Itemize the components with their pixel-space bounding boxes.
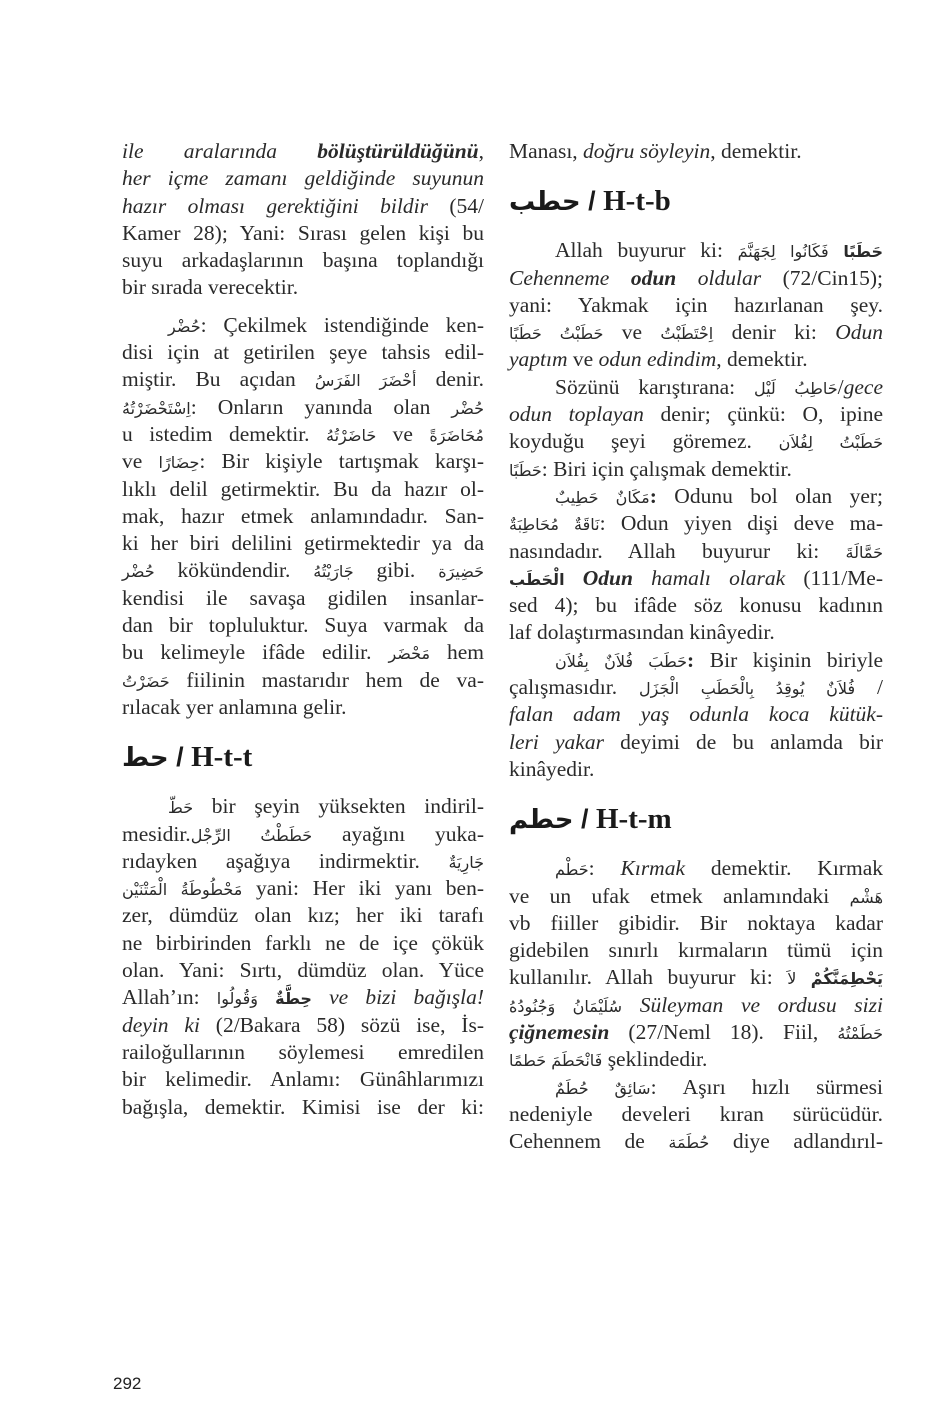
arabic-term: فُلاَنٌ يُوقِدُ بِالْحَطَبِ الْجَزَل bbox=[639, 679, 856, 699]
arabic-term: مَكَانٌ حَطِيبٌ bbox=[555, 487, 650, 507]
text-line bbox=[509, 992, 883, 1019]
root-separator: / bbox=[573, 804, 596, 835]
arabic-term: حَطَبْتُ حَطَبًا bbox=[509, 324, 604, 344]
text-run: laf dolaştırmasından kinâyedir. bbox=[509, 620, 775, 645]
arabic-term: حَضِيرَة bbox=[438, 562, 484, 582]
text-line bbox=[509, 964, 883, 991]
text-line bbox=[122, 138, 484, 165]
text-run bbox=[622, 993, 640, 1017]
arabic-term: حَطّ bbox=[168, 798, 194, 818]
arabic-term: اِسْتَحْضَرْتُهُ bbox=[122, 398, 191, 418]
arabic-term: سُلَيْمَانُ وَجُنُودُهُ bbox=[509, 996, 623, 1016]
text-run: , bbox=[478, 139, 484, 163]
arabic-term: حَطَطْتُ الرِّجْل bbox=[190, 825, 313, 845]
text-run: : Çekilmek istendiğinde ken- bbox=[200, 312, 484, 337]
text-line bbox=[509, 237, 883, 264]
text-run: ve bbox=[567, 347, 599, 372]
text-line bbox=[122, 612, 484, 639]
text-line bbox=[122, 694, 484, 721]
text-line bbox=[122, 1066, 484, 1093]
text-line bbox=[122, 274, 484, 301]
text-run: (111/Me- bbox=[785, 565, 884, 590]
left-column bbox=[122, 138, 484, 1121]
arabic-term: مَحْطُوطَةُ الْمَتْنَيْن bbox=[122, 880, 243, 900]
text-line bbox=[509, 1074, 883, 1101]
bold-italic-run: çiğnemesin bbox=[509, 1020, 610, 1045]
text-run bbox=[565, 566, 583, 590]
text-run: yani: Her iki yanı ben- bbox=[242, 876, 484, 901]
text-line bbox=[122, 312, 484, 339]
italic-run: ile aralarında bbox=[122, 139, 318, 163]
arabic-term: وَقُولُوا bbox=[216, 989, 258, 1009]
text-run: : bbox=[588, 856, 621, 881]
text-run: Odunu bol olan yer; bbox=[656, 483, 883, 508]
italic-run: her içme zamanı geldiğinde suyunun bbox=[122, 166, 484, 191]
arabic-term: حِضَارًا bbox=[158, 453, 200, 473]
text-line bbox=[509, 883, 883, 910]
text-run: ayağını yuka- bbox=[312, 821, 484, 846]
bold-run: : bbox=[649, 483, 657, 508]
root-transliteration: H-t-b bbox=[603, 185, 671, 218]
text-line bbox=[122, 957, 484, 984]
arabic-term-bold: حَطَبًا bbox=[843, 242, 883, 262]
text-line bbox=[509, 565, 883, 592]
arabic-term: حَطْم bbox=[555, 860, 589, 880]
text-line bbox=[509, 937, 883, 964]
arabic-term: مُحَاضَرَةً bbox=[429, 425, 484, 445]
text-line bbox=[122, 220, 484, 247]
text-run: (54/ bbox=[427, 193, 484, 218]
italic-run: deyin ki bbox=[122, 1012, 200, 1037]
paragraph-gap bbox=[122, 302, 484, 312]
arabic-term-bold: يَحْطِمَنَّكُمْ bbox=[810, 969, 884, 989]
text-run: ki her biri delilini getirmektedir ya da bbox=[122, 531, 484, 556]
text-line bbox=[509, 138, 883, 165]
text-run: : Aşırı hızlı sürmesi bbox=[650, 1074, 883, 1099]
bold-run: : bbox=[687, 647, 695, 672]
text-run: , demektir. bbox=[710, 139, 802, 163]
text-run: sed 4); bu ifâde söz konusu kadının bbox=[509, 593, 883, 618]
text-run bbox=[829, 238, 844, 262]
italic-run: odun edindim bbox=[598, 347, 717, 372]
root-heading bbox=[509, 165, 883, 237]
arabic-term-bold: الْحَطَب bbox=[509, 569, 565, 589]
text-run: denir ki: bbox=[713, 320, 836, 345]
text-run: u istedim demektir. bbox=[122, 421, 326, 446]
text-run: : Biri için çalışmak demektir. bbox=[541, 456, 792, 481]
root-heading bbox=[509, 783, 883, 855]
text-line bbox=[122, 1039, 484, 1066]
text-run: , demektir. bbox=[716, 347, 808, 372]
arabic-term: جَارَيْتُهُ bbox=[313, 562, 354, 582]
text-run: yani: Yakmak için hazırlanan şey. bbox=[509, 292, 883, 317]
italic-run: Odun bbox=[835, 320, 884, 345]
text-run: şeklindedir. bbox=[602, 1047, 708, 1072]
text-line bbox=[122, 503, 484, 530]
text-line bbox=[122, 165, 484, 192]
root-transliteration: H-t-t bbox=[191, 741, 253, 774]
text-run: hem bbox=[430, 640, 484, 665]
bold-italic-run: Odun bbox=[582, 565, 633, 590]
text-run: gidebilen sınırlı kırmaların tümü için bbox=[509, 938, 883, 963]
text-line bbox=[509, 855, 883, 882]
italic-run: hamalı olarak bbox=[632, 565, 786, 590]
arabic-term: حَمَّالَةَ bbox=[845, 542, 883, 562]
text-line bbox=[122, 366, 484, 393]
text-run: dan bir topluluktur. Suya varmak da bbox=[122, 613, 484, 638]
italic-run: doğru söyleyin bbox=[583, 139, 711, 163]
text-line bbox=[509, 910, 883, 937]
root-heading bbox=[122, 721, 484, 793]
text-run: kendisi ile savaşa gidilen insanlar- bbox=[122, 585, 484, 610]
text-line bbox=[509, 510, 883, 537]
text-run: rıdayken aşağıya indirmektir. bbox=[122, 848, 449, 873]
italic-run: Kırmak bbox=[620, 856, 685, 881]
text-line bbox=[509, 319, 883, 346]
text-line bbox=[122, 848, 484, 875]
text-line bbox=[509, 538, 883, 565]
text-line bbox=[122, 448, 484, 475]
italic-run: Süleyman ve ordusu sizi bbox=[639, 992, 883, 1017]
text-line bbox=[509, 729, 883, 756]
text-run: / bbox=[837, 374, 844, 399]
root-arabic: حطم bbox=[509, 805, 574, 836]
arabic-term: حَطَمْتُهُ bbox=[837, 1024, 883, 1044]
text-run: ve bbox=[122, 449, 159, 474]
text-line bbox=[509, 401, 883, 428]
text-line bbox=[122, 339, 484, 366]
text-line bbox=[122, 1094, 484, 1121]
arabic-term: حُطَمَة bbox=[668, 1133, 710, 1153]
text-run: suyu arkadaşlarının başına toplandığı bbox=[122, 248, 484, 273]
arabic-term: حَاطِبُ لَيْل bbox=[753, 378, 838, 398]
text-run: demektir. Kırmak bbox=[685, 856, 883, 881]
italic-run: ve bizi bağışla! bbox=[329, 985, 485, 1010]
text-line bbox=[122, 667, 484, 694]
text-line bbox=[122, 875, 484, 902]
arabic-term: اِحْتَطَبْتُ bbox=[660, 324, 714, 344]
arabic-term-bold: حِطَّةٌ bbox=[275, 989, 312, 1009]
root-arabic: حطب bbox=[509, 187, 581, 218]
text-run: bir sırada verecektir. bbox=[122, 275, 299, 300]
text-run: kökündendir. bbox=[154, 558, 314, 583]
text-run: olan. Yani: Sırtı, dümdüz olan. Yüce bbox=[122, 958, 484, 983]
text-run: mak, hazır etmek anlamındadır. San- bbox=[122, 503, 484, 528]
text-line bbox=[509, 1046, 883, 1073]
text-line bbox=[509, 1101, 883, 1128]
italic-run: oldular bbox=[676, 265, 762, 290]
text-run: denir. bbox=[416, 367, 484, 392]
arabic-term: حَاضَرْتُهُ bbox=[326, 425, 377, 445]
text-line bbox=[509, 1019, 883, 1046]
text-run: ve bbox=[603, 320, 661, 345]
italic-run: leri yakar bbox=[509, 729, 604, 754]
arabic-term: حَطَبَ فُلاَنٌ بِفُلاَن bbox=[555, 651, 688, 671]
text-line bbox=[122, 557, 484, 584]
text-line bbox=[122, 476, 484, 503]
italic-run: falan adam yaş odunla koca kütük- bbox=[509, 702, 883, 727]
text-line bbox=[509, 592, 883, 619]
text-run: bu kelimeyle ifâde edilir. bbox=[122, 640, 389, 665]
text-run: Manası, bbox=[509, 139, 584, 163]
text-run: çalışmasıdır. bbox=[509, 675, 640, 700]
text-run bbox=[796, 965, 810, 989]
text-line bbox=[122, 1012, 484, 1039]
text-run: bir şeyin yüksekten indiril- bbox=[193, 794, 484, 819]
italic-run: yaptım bbox=[509, 347, 568, 372]
text-run: rılacak yer anlamına gelir. bbox=[122, 694, 347, 719]
text-line bbox=[509, 647, 883, 674]
text-run: deyimi de bu anlamda bir bbox=[603, 729, 884, 754]
text-line bbox=[509, 265, 883, 292]
arabic-term: حَضَرْتُ bbox=[122, 671, 170, 691]
text-line bbox=[509, 619, 883, 646]
bold-italic-run: bölüştürüldüğünü bbox=[317, 139, 479, 163]
text-line bbox=[509, 428, 883, 455]
text-run bbox=[258, 985, 275, 1009]
arabic-term: حَطَبْتُ لِفُلاَن bbox=[778, 433, 883, 453]
text-run: zer, dümdüz olan kız; her iki tarafı bbox=[122, 903, 484, 928]
page-number: 292 bbox=[113, 1374, 142, 1393]
text-run: Allah’ın: bbox=[122, 985, 217, 1010]
text-line bbox=[509, 292, 883, 319]
text-line bbox=[122, 930, 484, 957]
arabic-term: هَشْم bbox=[849, 887, 883, 907]
italic-run: Cehenneme bbox=[509, 265, 631, 290]
text-line bbox=[122, 421, 484, 448]
root-separator: / bbox=[580, 186, 604, 217]
text-line bbox=[122, 821, 484, 848]
text-run: / bbox=[855, 675, 884, 700]
arabic-term: سَائِقٌ حُطَمٌ bbox=[555, 1078, 651, 1098]
text-run: (27/Neml 18). Fiil, bbox=[609, 1020, 838, 1045]
text-run: disi için at getirilen şeye tahsis edil- bbox=[122, 340, 484, 365]
italic-run: odun toplayan bbox=[509, 402, 644, 427]
text-run: bir kelimedir. Anlamı: Günâhlarımızı bbox=[122, 1067, 484, 1092]
text-run: ve un ufak etmek anlamındaki bbox=[509, 883, 850, 908]
text-run: (72/Cin15); bbox=[761, 265, 883, 290]
arabic-term: نَاقَةٌ مُحَاطِبَةٌ bbox=[509, 515, 600, 535]
right-column bbox=[509, 138, 883, 1156]
text-run: ve bbox=[376, 421, 430, 446]
arabic-term: مَحْضَر bbox=[388, 644, 431, 664]
text-line bbox=[122, 902, 484, 929]
text-run: koyduğu şeyi göremez. bbox=[509, 429, 779, 454]
text-line bbox=[122, 394, 484, 421]
arabic-term: لاَ bbox=[787, 969, 797, 989]
text-run: vb fiiller gibidir. Bir noktaya kadar bbox=[509, 910, 883, 935]
arabic-term: جَارِيَةٌ bbox=[448, 852, 484, 872]
arabic-term: فَانْحَطَمَ حَطمًا bbox=[509, 1051, 603, 1071]
text-run: : Odun yiyen dişi deve ma- bbox=[599, 511, 884, 536]
text-line bbox=[122, 585, 484, 612]
text-run bbox=[312, 985, 329, 1009]
text-line bbox=[509, 701, 883, 728]
text-line bbox=[122, 639, 484, 666]
text-line bbox=[509, 346, 883, 373]
text-run: diye adlandırıl- bbox=[709, 1129, 883, 1154]
bold-italic-run: odun bbox=[630, 265, 677, 290]
text-run: railoğullarının söylemesi emredilen bbox=[122, 1039, 484, 1064]
root-arabic: حط bbox=[122, 743, 169, 774]
text-line bbox=[509, 456, 883, 483]
root-separator: / bbox=[168, 742, 192, 773]
text-line bbox=[122, 984, 484, 1011]
text-run: kullanılır. Allah buyurur ki: bbox=[509, 965, 788, 990]
arabic-term: حُضْر bbox=[168, 316, 201, 336]
text-run: Sözünü karıştırana: bbox=[555, 374, 754, 399]
italic-run: hazır olması gerektiğini bildir bbox=[122, 193, 428, 218]
arabic-term: أحْضَرَ الفَرَسُ bbox=[314, 371, 417, 391]
text-line bbox=[509, 674, 883, 701]
text-run: Allah buyurur ki: bbox=[555, 238, 738, 263]
text-run: Kamer 28); Yani: Sırası gelen kişi bu bbox=[122, 220, 484, 245]
italic-run: gece bbox=[843, 374, 883, 399]
text-run: nasındadır. Allah buyurur ki: bbox=[509, 538, 846, 563]
arabic-term: حَطَبًا bbox=[509, 460, 542, 480]
root-transliteration: H-t-m bbox=[595, 803, 672, 836]
text-run: fiilinin mastarıdır hem de va- bbox=[169, 667, 484, 692]
text-line bbox=[509, 756, 883, 783]
text-line bbox=[122, 530, 484, 557]
text-run: Bir kişinin biriyle bbox=[694, 647, 884, 672]
text-run: nedeniyle develeri kıran sürücüdür. bbox=[509, 1101, 883, 1126]
arabic-term: فَكَانُوا لِجَهَنَّمَ bbox=[737, 242, 829, 262]
text-line bbox=[509, 1128, 883, 1155]
text-line bbox=[122, 247, 484, 274]
text-line bbox=[122, 793, 484, 820]
text-run: : Onların yanında olan bbox=[190, 394, 452, 419]
text-run: lıklı delil getirmektir. Bu da hazır ol- bbox=[122, 476, 484, 501]
text-line bbox=[509, 374, 883, 401]
text-run: ne birbirinden farklı ne de içe çökük bbox=[122, 930, 484, 955]
text-run: bağışla, demektir. Kimisi ise der ki: bbox=[122, 1094, 484, 1119]
text-run: Cehennem de bbox=[509, 1129, 669, 1154]
text-run: : Bir kişiyle tartışmak karşı- bbox=[199, 449, 484, 474]
arabic-term: حُضْر bbox=[451, 398, 484, 418]
text-run: gibi. bbox=[353, 558, 439, 583]
text-run: mesidir. bbox=[122, 821, 191, 846]
text-run: (2/Bakara 58) sözü ise, İs- bbox=[199, 1012, 484, 1037]
text-run: miştir. Bu açıdan bbox=[122, 367, 315, 392]
arabic-term: حُضْر bbox=[122, 562, 155, 582]
text-run: kinâyedir. bbox=[509, 756, 595, 781]
text-run: denir; çünkü: O, ipine bbox=[643, 402, 883, 427]
text-line bbox=[122, 193, 484, 220]
text-line bbox=[509, 483, 883, 510]
